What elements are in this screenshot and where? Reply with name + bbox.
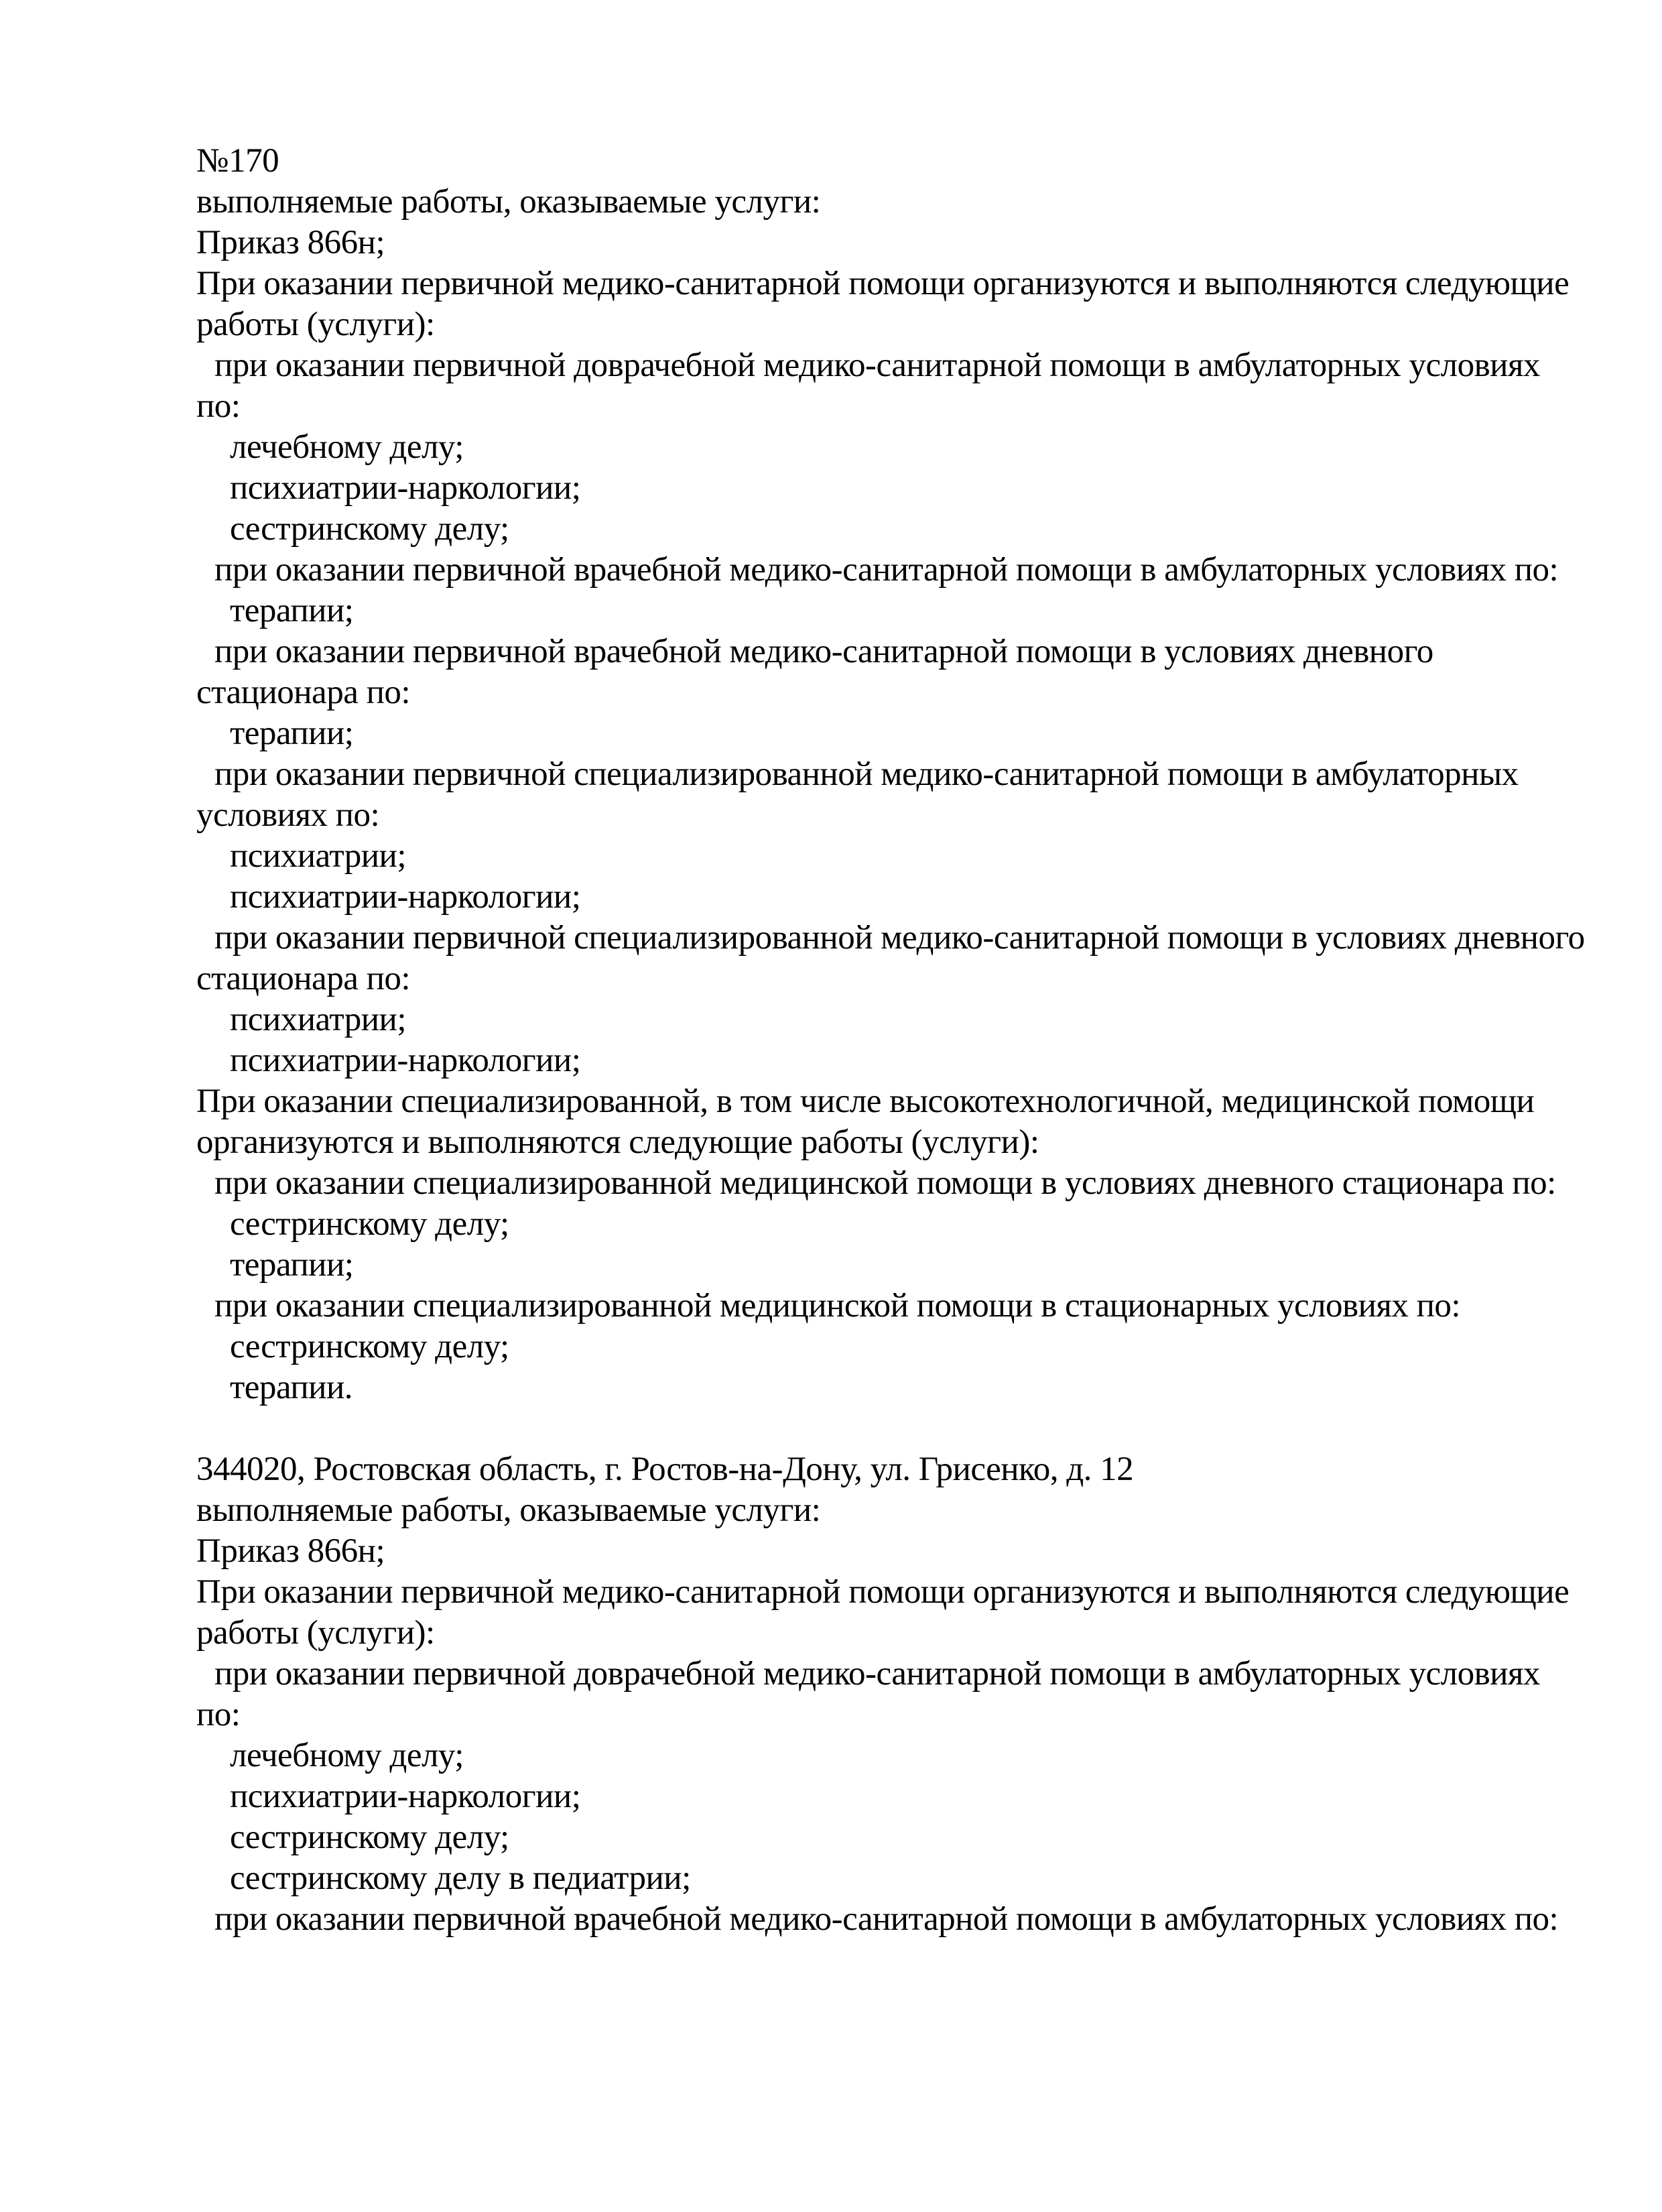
text-line: терапии. [230, 1369, 353, 1406]
text-line: по: [196, 387, 241, 425]
text-line: психиатрии; [230, 1001, 406, 1038]
text-line: при оказании первичной доврачебной медико-санитарной помощи в амбулаторных условиях [214, 347, 1540, 384]
text-line: сестринскому делу в педиатрии; [230, 1859, 691, 1897]
text-line: При оказании специализированной, в том числе высокотехнологичной, медицинской помощи [196, 1083, 1535, 1120]
text-line: терапии; [230, 592, 354, 629]
text-line: Приказ 866н; [196, 1532, 385, 1570]
text-line: при оказании первичной специализированной медико-санитарной помощи в условиях дневного [214, 919, 1585, 957]
text-line: выполняемые работы, оказываемые услуги: [196, 183, 821, 221]
text-line: при оказании специализированной медицинской помощи в условиях дневного стационара по: [214, 1164, 1556, 1202]
text-line: психиатрии-наркологии; [230, 1778, 581, 1815]
text-line: психиатрии-наркологии; [230, 469, 581, 507]
text-line: психиатрии; [230, 837, 406, 875]
text-line: стационара по: [196, 674, 411, 711]
text-line: при оказании первичной доврачебной медико-санитарной помощи в амбулаторных условиях [214, 1655, 1540, 1693]
text-line: лечебному делу; [230, 1737, 464, 1774]
text-line: сестринскому делу; [230, 1819, 509, 1856]
text-line: работы (услуги): [196, 1614, 435, 1652]
text-line: выполняемые работы, оказываемые услуги: [196, 1491, 821, 1529]
text-line: при оказании первичной специализированной медико-санитарной помощи в амбулаторных [214, 755, 1519, 793]
text-line: при оказании первичной врачебной медико-санитарной помощи в амбулаторных условиях по: [214, 551, 1559, 589]
text-line: №170 [196, 142, 279, 180]
text-line: при оказании первичной врачебной медико-санитарной помощи в амбулаторных условиях по: [214, 1900, 1559, 1938]
text-line: терапии; [230, 715, 354, 752]
license-text-block [0, 141, 1662, 1940]
text-line: при оказании специализированной медицинской помощи в стационарных условиях по: [214, 1287, 1461, 1325]
text-line: сестринскому делу; [230, 1205, 509, 1243]
text-line: сестринскому делу; [230, 1328, 509, 1365]
text-line: стационара по: [196, 960, 411, 997]
blank-line [196, 1408, 1662, 1449]
text-line: При оказании первичной медико-санитарной помощи организуются и выполняются следующие [196, 1573, 1570, 1611]
text-line: психиатрии-наркологии; [230, 1042, 581, 1079]
text-line: Приказ 866н; [196, 224, 385, 261]
text-line: При оказании первичной медико-санитарной помощи организуются и выполняются следующие [196, 265, 1570, 302]
text-line: психиатрии-наркологии; [230, 878, 581, 916]
text-line: условиях по: [196, 796, 380, 834]
text-line: работы (услуги): [196, 306, 435, 343]
text-line: сестринскому делу; [230, 510, 509, 548]
text-line: при оказании первичной врачебной медико-санитарной помощи в условиях дневного [214, 633, 1433, 670]
text-line: организуются и выполняются следующие работы (услуги): [196, 1123, 1039, 1161]
text-line: 344020, Ростовская область, г. Ростов-на-Дону, ул. Грисенко, д. 12 [196, 1451, 1134, 1488]
text-line: лечебному делу; [230, 428, 464, 466]
text-line: терапии; [230, 1246, 354, 1284]
text-line: по: [196, 1696, 241, 1733]
